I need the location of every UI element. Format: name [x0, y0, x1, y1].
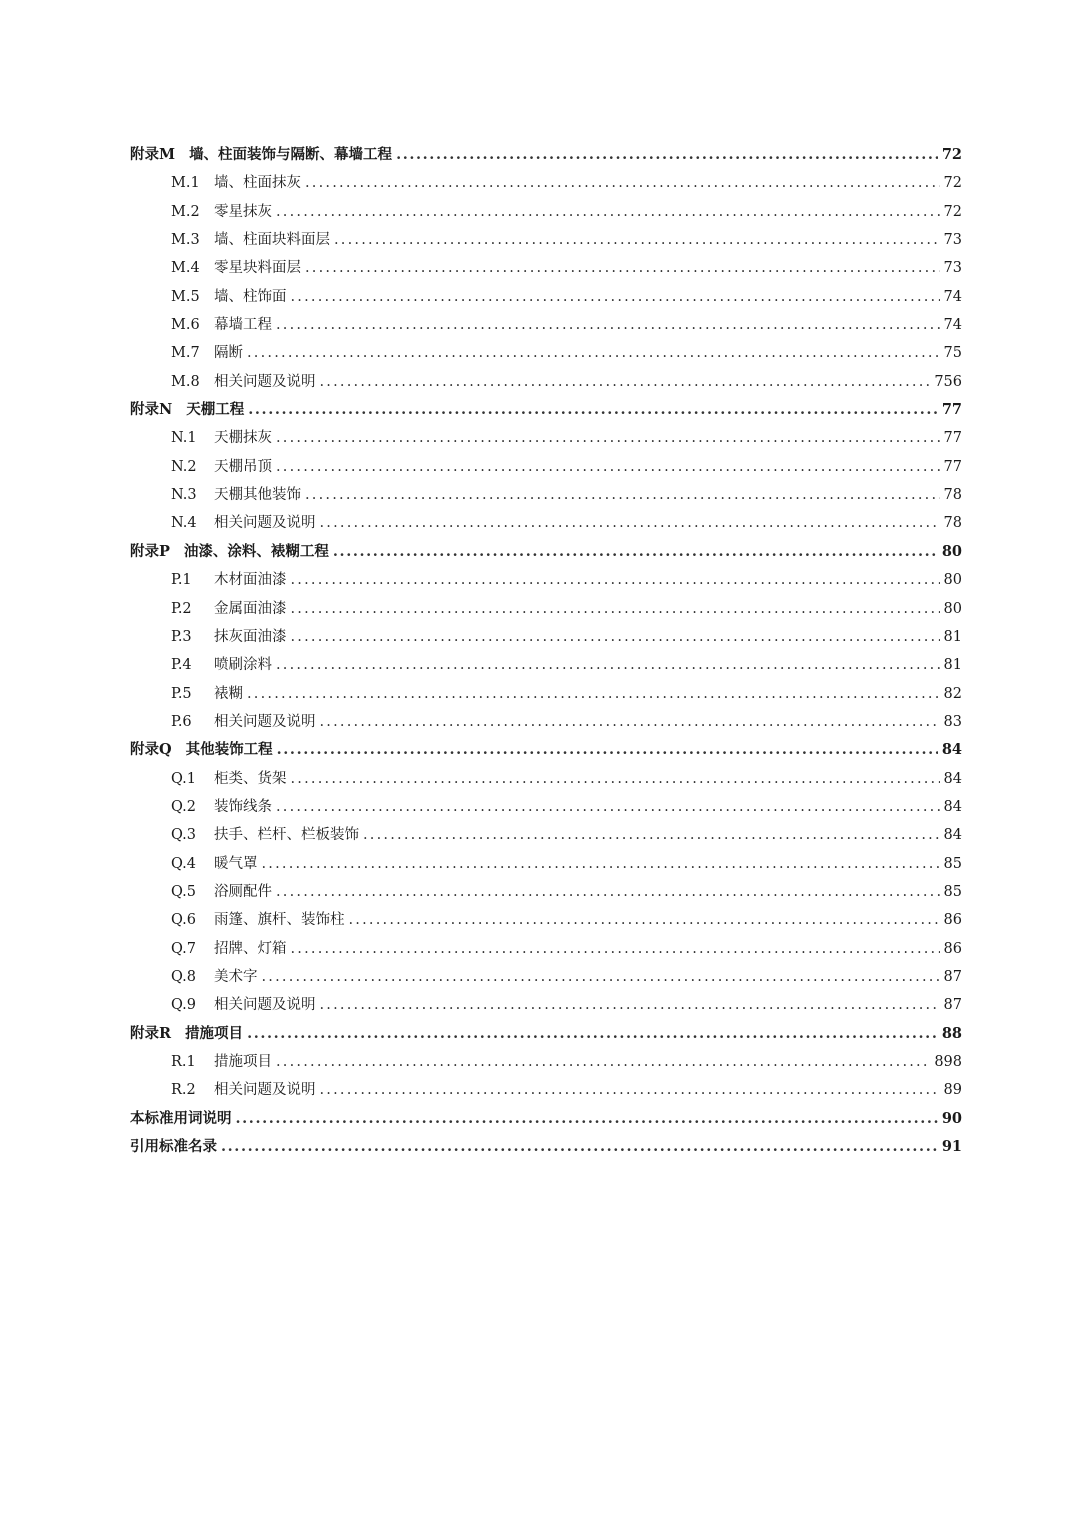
toc-entry-number: M.3 [171, 232, 200, 249]
toc-chapter-entry[interactable] [130, 736, 962, 764]
toc-dot-leader [291, 566, 940, 594]
toc-entry-number: Q.6 [171, 912, 196, 929]
toc-entry-number: M.5 [171, 288, 200, 305]
toc-entry-title: 油漆、涂料、裱糊工程 [183, 542, 329, 560]
toc-section-entry[interactable] [130, 765, 962, 793]
toc-entry-title: 墙、柱面块料面层 [214, 232, 330, 249]
toc-page-number: 898 [934, 1054, 962, 1070]
toc-section-entry[interactable] [130, 226, 962, 254]
toc-entry-title: 美术字 [214, 968, 258, 985]
toc-section-entry[interactable] [130, 1076, 962, 1104]
toc-section-entry[interactable] [130, 850, 962, 878]
toc-entry-number: M.6 [171, 317, 200, 334]
toc-entry-title: 隔断 [214, 345, 243, 362]
toc-dot-leader [363, 821, 940, 849]
toc-dot-leader [276, 651, 940, 679]
toc-entry-number: Q.2 [171, 798, 196, 815]
toc-page-number: 87 [943, 968, 962, 985]
toc-entry-number: Q.5 [171, 883, 196, 900]
toc-page-number: 72 [943, 175, 962, 192]
toc-entry-number: Q.9 [171, 997, 196, 1014]
toc-dot-leader [291, 765, 940, 793]
toc-page-number: 73 [943, 232, 962, 249]
toc-dot-leader [276, 424, 940, 452]
toc-page-number: 87 [943, 997, 962, 1014]
table-of-contents [130, 141, 962, 1161]
toc-section-entry[interactable] [130, 708, 962, 736]
toc-section-entry[interactable] [130, 991, 962, 1019]
toc-section-entry[interactable] [130, 566, 962, 594]
toc-section-entry[interactable] [130, 254, 962, 282]
toc-dot-leader [291, 595, 940, 623]
toc-dot-leader [236, 1105, 938, 1133]
toc-page-number: 88 [941, 1024, 962, 1042]
toc-dot-leader [396, 141, 938, 169]
toc-section-entry[interactable] [130, 198, 962, 226]
toc-dot-leader [305, 481, 940, 509]
toc-section-entry[interactable] [130, 793, 962, 821]
toc-entry-number: N.2 [171, 458, 197, 475]
toc-entry-title: 墙、柱饰面 [214, 288, 287, 305]
toc-page-number: 80 [941, 542, 962, 560]
toc-dot-leader [320, 991, 940, 1019]
toc-entry-title: 相关问题及说明 [214, 373, 316, 390]
toc-section-entry[interactable] [130, 595, 962, 623]
toc-entry-number: R.1 [171, 1054, 196, 1070]
toc-chapter-entry[interactable] [130, 1133, 962, 1161]
toc-entry-number: R.2 [171, 1082, 196, 1099]
toc-page-number: 81 [943, 628, 962, 645]
toc-entry-title: 措施项目 [185, 1024, 244, 1042]
toc-dot-leader [247, 1020, 938, 1048]
toc-dot-leader [262, 963, 940, 991]
toc-page-number: 83 [943, 713, 962, 730]
toc-entry-number: 附录N [130, 401, 173, 419]
toc-entry-title: 天棚抹灰 [214, 430, 272, 447]
toc-dot-leader [277, 736, 938, 764]
toc-entry-number: P.4 [171, 657, 192, 674]
toc-page-number: 78 [943, 487, 962, 504]
toc-dot-leader [262, 850, 940, 878]
toc-entry-number: N.1 [171, 430, 197, 447]
toc-dot-leader [291, 283, 940, 311]
toc-section-entry[interactable] [130, 651, 962, 679]
toc-entry-number: M.1 [171, 175, 200, 192]
toc-entry-title: 喷刷涂料 [214, 657, 272, 674]
toc-dot-leader [305, 169, 940, 197]
toc-entry-title: 装饰线条 [214, 798, 272, 815]
toc-chapter-entry[interactable] [130, 396, 962, 424]
toc-page-number: 72 [943, 203, 962, 220]
toc-entry-number: P.2 [171, 600, 192, 617]
toc-section-entry[interactable] [130, 623, 962, 651]
toc-dot-leader [291, 935, 940, 963]
toc-page-number: 91 [941, 1138, 962, 1156]
toc-entry-title: 招牌、灯箱 [214, 940, 287, 957]
toc-section-entry[interactable] [130, 481, 962, 509]
toc-dot-leader [276, 453, 940, 481]
toc-entry-number: P.3 [171, 628, 192, 645]
toc-entry-number: N.3 [171, 487, 197, 504]
toc-section-entry[interactable] [130, 878, 962, 906]
toc-section-entry[interactable] [130, 368, 962, 396]
toc-entry-number: M.2 [171, 203, 200, 220]
toc-entry-number: Q.3 [171, 827, 196, 844]
toc-page-number: 86 [943, 912, 962, 929]
toc-page-number: 77 [943, 458, 962, 475]
toc-page-number: 85 [943, 883, 962, 900]
toc-section-entry[interactable] [130, 453, 962, 481]
toc-section-entry[interactable] [130, 311, 962, 339]
toc-entry-title: 相关问题及说明 [214, 1082, 316, 1099]
toc-entry-number: Q.8 [171, 968, 196, 985]
toc-dot-leader [276, 1048, 930, 1076]
toc-chapter-entry[interactable] [130, 141, 962, 169]
toc-entry-title: 裱糊 [214, 685, 243, 702]
toc-dot-leader [276, 198, 940, 226]
toc-entry-title: 金属面油漆 [214, 600, 287, 617]
toc-dot-leader [305, 254, 940, 282]
toc-page-number: 84 [943, 770, 962, 787]
toc-dot-leader [221, 1133, 938, 1161]
toc-entry-number: M.4 [171, 260, 200, 277]
toc-entry-number: 附录P [130, 542, 170, 560]
toc-entry-number: M.8 [171, 373, 200, 390]
toc-page-number: 77 [943, 430, 962, 447]
toc-page-number: 74 [943, 317, 962, 334]
toc-dot-leader [276, 878, 940, 906]
toc-section-entry[interactable] [130, 963, 962, 991]
toc-chapter-entry[interactable] [130, 1105, 962, 1133]
toc-entry-title: 墙、柱面抹灰 [214, 175, 301, 192]
toc-page-number: 74 [943, 288, 962, 305]
toc-dot-leader [349, 906, 940, 934]
toc-entry-number: P.1 [171, 572, 192, 589]
toc-entry-number: P.6 [171, 713, 192, 730]
toc-dot-leader [248, 396, 938, 424]
toc-entry-title: 引用标准名录 [130, 1138, 217, 1156]
toc-page-number: 84 [941, 741, 962, 759]
toc-entry-number: M.7 [171, 345, 200, 362]
toc-page-number: 80 [943, 600, 962, 617]
toc-entry-title: 天棚吊顶 [214, 458, 272, 475]
toc-section-entry[interactable] [130, 169, 962, 197]
toc-dot-leader [247, 339, 940, 367]
toc-entry-title: 幕墙工程 [214, 317, 272, 334]
toc-dot-leader [320, 509, 940, 537]
toc-entry-title: 相关问题及说明 [214, 515, 316, 532]
toc-page-number: 82 [943, 685, 962, 702]
toc-section-entry[interactable] [130, 935, 962, 963]
toc-entry-title: 柜类、货架 [214, 770, 287, 787]
toc-entry-number: P.5 [171, 685, 192, 702]
toc-entry-title: 天棚其他装饰 [214, 487, 301, 504]
toc-entry-number: 附录R [130, 1024, 172, 1042]
toc-section-entry[interactable] [130, 509, 962, 537]
toc-section-entry[interactable] [130, 1048, 962, 1076]
toc-dot-leader [320, 708, 940, 736]
toc-entry-title: 墙、柱面装饰与隔断、幕墙工程 [189, 146, 393, 163]
toc-dot-leader [276, 311, 940, 339]
toc-page-number: 75 [943, 345, 962, 362]
toc-entry-number: 附录Q [130, 741, 172, 759]
toc-entry-title: 木材面油漆 [214, 572, 287, 589]
toc-chapter-entry[interactable] [130, 538, 962, 566]
toc-page-number: 86 [943, 940, 962, 957]
toc-entry-title: 其他装饰工程 [185, 741, 273, 759]
toc-page-number: 72 [941, 146, 962, 163]
toc-page-number: 84 [943, 827, 962, 844]
toc-entry-title: 零星块料面层 [214, 260, 301, 277]
toc-page-number: 73 [943, 260, 962, 277]
toc-entry-title: 扶手、栏杆、栏板装饰 [214, 827, 359, 844]
toc-chapter-entry[interactable] [130, 1020, 962, 1048]
toc-page-number: 90 [941, 1109, 962, 1127]
toc-dot-leader [320, 368, 931, 396]
toc-section-entry[interactable] [130, 906, 962, 934]
toc-entry-title: 本标准用词说明 [130, 1109, 232, 1127]
toc-entry-number: N.4 [171, 515, 197, 532]
toc-section-entry[interactable] [130, 339, 962, 367]
toc-page-number: 89 [943, 1082, 962, 1099]
toc-page-number: 80 [943, 572, 962, 589]
toc-page-number: 84 [943, 798, 962, 815]
toc-section-entry[interactable] [130, 821, 962, 849]
toc-entry-number: Q.7 [171, 940, 196, 957]
toc-dot-leader [333, 538, 938, 566]
toc-entry-title: 相关问题及说明 [214, 713, 316, 730]
toc-page-number: 78 [943, 515, 962, 532]
toc-dot-leader [291, 623, 940, 651]
toc-entry-title: 抹灰面油漆 [214, 628, 287, 645]
toc-entry-title: 零星抹灰 [214, 203, 272, 220]
toc-page-number: 85 [943, 855, 962, 872]
toc-section-entry[interactable] [130, 680, 962, 708]
toc-entry-title: 暖气罩 [214, 855, 258, 872]
toc-entry-number: Q.1 [171, 770, 196, 787]
toc-entry-number: 附录M [130, 146, 176, 163]
toc-entry-title: 相关问题及说明 [214, 997, 316, 1014]
toc-dot-leader [247, 680, 940, 708]
toc-page-number: 77 [941, 401, 962, 419]
toc-page-number: 81 [943, 657, 962, 674]
toc-dot-leader [276, 793, 940, 821]
toc-entry-title: 浴厕配件 [214, 883, 272, 900]
toc-dot-leader [334, 226, 940, 254]
toc-section-entry[interactable] [130, 424, 962, 452]
toc-entry-title: 措施项目 [214, 1054, 272, 1070]
toc-page-number: 756 [934, 373, 962, 390]
toc-entry-title: 雨篷、旗杆、装饰柱 [214, 912, 345, 929]
toc-section-entry[interactable] [130, 283, 962, 311]
toc-entry-title: 天棚工程 [186, 401, 245, 419]
toc-entry-number: Q.4 [171, 855, 196, 872]
toc-dot-leader [320, 1076, 940, 1104]
